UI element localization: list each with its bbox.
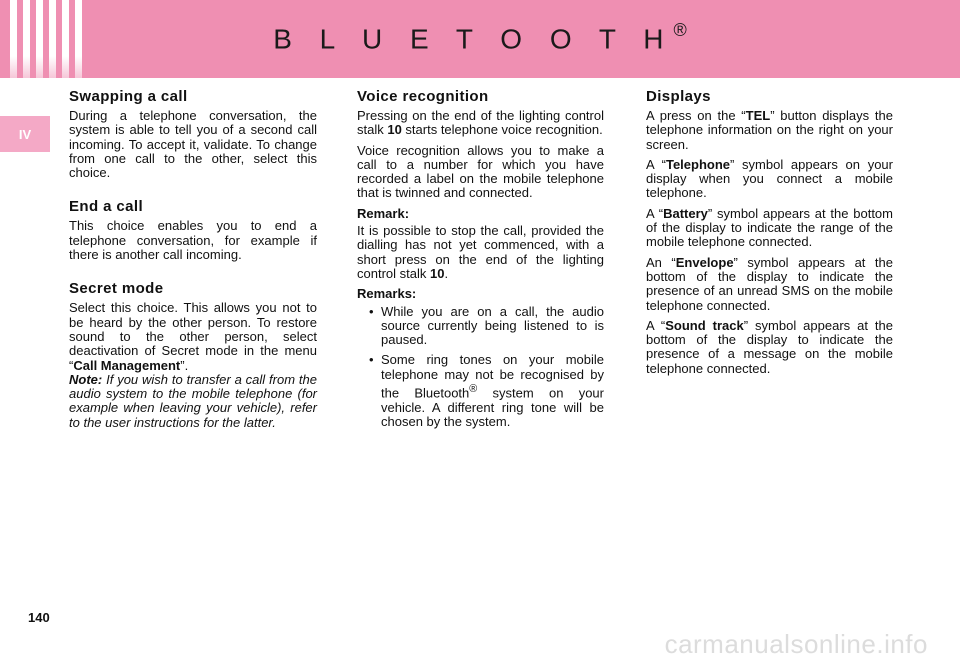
remarks-label: Remarks: — [357, 286, 417, 302]
bullet2-text: Some ring tones on your mobile telephone may not be recognised by the Bluetooth — [381, 352, 604, 401]
note-text — [69, 373, 317, 430]
note-label: Note: — [69, 371, 103, 387]
displays-p5 — [646, 319, 893, 376]
section-heading-voice: Voice recognition — [357, 88, 489, 105]
secret-text — [69, 301, 317, 372]
p5-text: A “ — [646, 317, 666, 333]
page-title-text: B L U E T O O T H — [273, 23, 674, 55]
p4-text: An “ — [646, 254, 676, 270]
p1-end: ” button displays the telephone information on the right on your screen. — [646, 108, 893, 152]
section-heading-secret: Secret mode — [69, 280, 164, 298]
voice-p3-text: It is possible to stop the call, provided the dialling has not yet commenced, with a short press on the end of the lighting control stalk — [357, 223, 604, 281]
voice-p3 — [357, 224, 604, 281]
voice-p3-end: . — [444, 265, 449, 281]
telephone-symbol-name: Telephone — [665, 156, 731, 172]
page-title — [0, 22, 960, 55]
voice-p1 — [357, 109, 604, 138]
p3-text: A “ — [646, 205, 664, 221]
remark-label: Remark: — [357, 205, 410, 221]
menu-name: Call Management — [73, 357, 181, 373]
chapter-tab-label: IV — [18, 126, 32, 142]
registered-mark: ® — [469, 383, 478, 396]
stalk-number: 10 — [387, 122, 402, 138]
tel-button-name: TEL — [745, 108, 771, 123]
voice-p1-text: Pressing on the end of the lighting control stalk — [357, 108, 604, 138]
header-band — [0, 0, 960, 78]
displays-p3 — [646, 207, 893, 250]
section-heading-end-call: End a call — [69, 198, 144, 216]
voice-p1-end: starts telephone voice recognition. — [401, 122, 603, 138]
displays-p4 — [646, 256, 893, 313]
remarks-list — [357, 305, 604, 430]
envelope-symbol-name: Envelope — [675, 254, 734, 270]
secret-text-end: ”. — [180, 357, 189, 373]
p2-end: ” symbol appears on your display when you connect a mobile telephone. — [646, 156, 893, 201]
p3-end: ” symbol appears at the bottom of the display to indicate the range of the mobile telephone connected. — [646, 205, 893, 250]
p2-text: A “ — [646, 156, 666, 172]
bullet2-end: system on your vehicle. A different ring tone will be chosen by the system. — [381, 385, 604, 429]
displays-p2 — [646, 158, 893, 201]
end-call-text: This choice enables you to end a telephone conversation, for example if there is another call incoming. — [69, 218, 317, 263]
displays-p1 — [646, 109, 893, 152]
p1-text: A press on the “ — [646, 108, 746, 123]
chapter-tab — [0, 116, 50, 152]
section-heading-swapping: Swapping a call — [69, 88, 188, 105]
p5-end: ” symbol appears at the bottom of the display to indicate the presence of a message on the mobile telephone connected. — [646, 317, 893, 376]
stalk-number: 10 — [429, 265, 445, 281]
voice-p2: Voice recognition allows you to make a call to a number for which you have recorded a label on the mobile telephone that is twinned and connected. — [357, 142, 604, 201]
battery-symbol-name: Battery — [663, 205, 708, 221]
secret-text-main: Select this choice. This allows you not to be heard by the other person. To restore sound to the other person, select deactivation of Secret mode in the menu “ — [69, 300, 317, 373]
p4-end: ” symbol appears at the bottom of the display to indicate the presence of an unread SMS on the mobile telephone connected. — [646, 254, 893, 313]
page-number: 140 — [28, 610, 50, 625]
watermark: carmanualsonline.info — [664, 629, 928, 659]
list-item: • While you are on a call, the audio source currently being listened to is paused. — [369, 305, 604, 348]
section-heading-displays: Displays — [646, 88, 711, 105]
sound-track-symbol-name: Sound track — [665, 317, 744, 333]
list-item — [369, 353, 604, 429]
column-right — [646, 88, 893, 382]
swapping-text: During a telephone conversation, the system is able to tell you of a second call incoming. To accept it, validate. To change from one call to the other, select this choice. — [69, 108, 317, 181]
note-body: If you wish to transfer a call from the audio system to the mobile telephone (for example when leaving your vehicle), refer to the user instructions for the latter. — [69, 371, 317, 430]
column-left — [69, 88, 317, 436]
column-middle — [357, 88, 604, 435]
registered-mark: ® — [673, 20, 687, 40]
